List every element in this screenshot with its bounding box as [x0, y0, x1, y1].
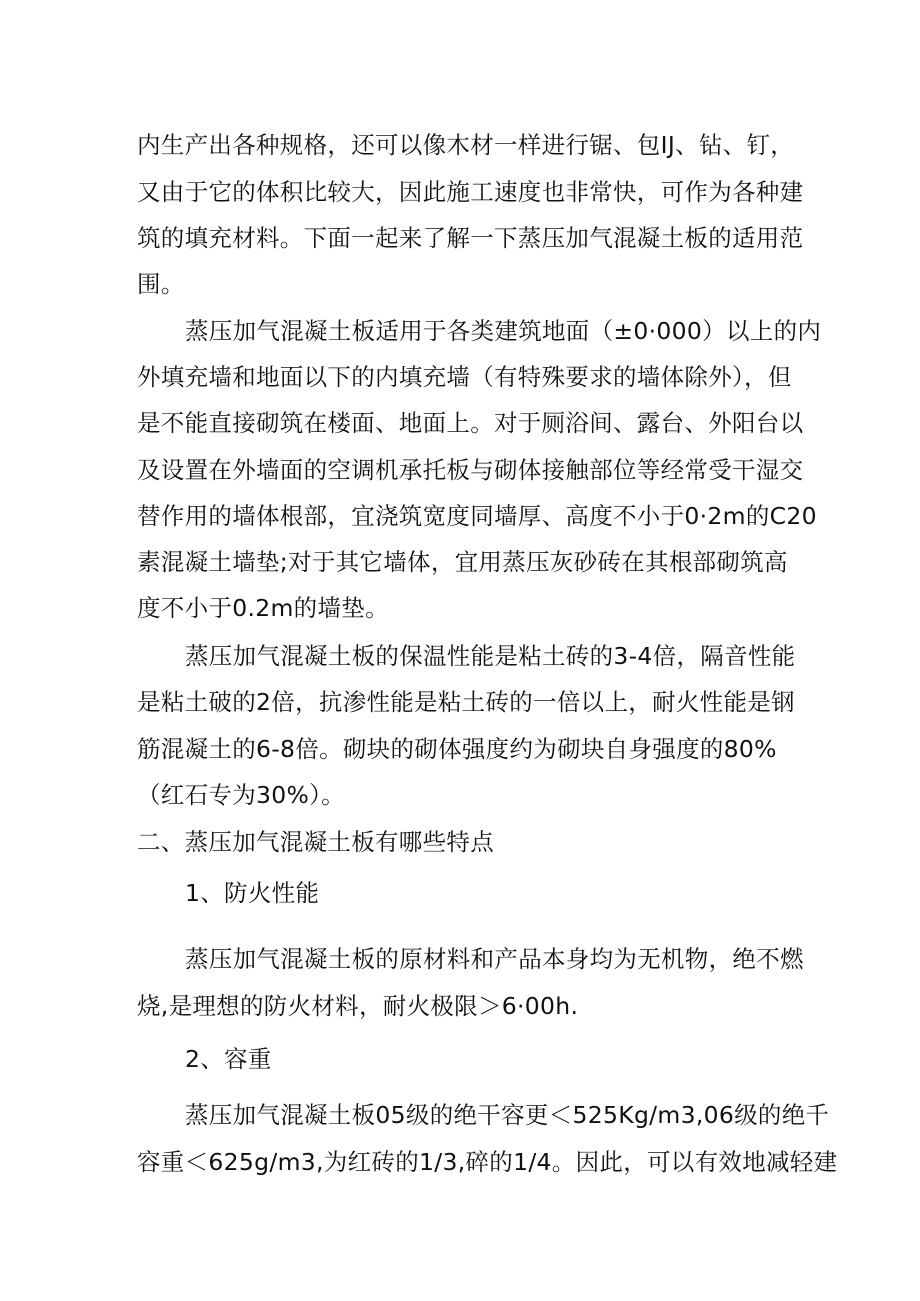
paragraph-2-line-1: 蒸压加气混凝土板适用于各类建筑地面（±0·000）以上的内 — [185, 317, 822, 345]
paragraph-3-line-2: 是粘土破的2倍，抗渗性能是粘土砖的一倍以上，耐火性能是钢 — [137, 688, 795, 716]
paragraph-1-line-4: 围。 — [137, 270, 185, 298]
paragraph-3-line-1: 蒸压加气混凝土板的保温性能是粘土砖的3-4倍，隔音性能 — [185, 642, 796, 670]
subsection-2-title: 2、容重 — [185, 1045, 272, 1073]
subsection-1-line-2: 烧,是理想的防火材料，耐火极限＞6·00h. — [137, 992, 579, 1020]
paragraph-2-line-6: 素混凝土墙垫;对于其它墙体，宜用蒸压灰砂砖在其根部砌筑高 — [137, 548, 788, 576]
paragraph-1-line-1: 内生产出各种规格，还可以像木材一样进行锯、包IJ、钻、钉， — [137, 131, 795, 159]
paragraph-1-line-3: 筑的填充材料。下面一起来了解一下蒸压加气混凝土板的适用范 — [137, 224, 804, 252]
section-heading: 二、蒸压加气混凝土板有哪些特点 — [137, 828, 494, 856]
paragraph-3-line-4: （红石专为30%）。 — [137, 781, 345, 809]
paragraph-2-line-4: 及设置在外墙面的空调机承托板与砌体接触部位等经常受干湿交 — [137, 456, 804, 484]
paragraph-2-line-7: 度不小于0.2m的墙垫。 — [137, 594, 389, 622]
paragraph-2-line-2: 外填充墙和地面以下的内填充墙（有特殊要求的墙体除外），但 — [137, 363, 792, 391]
subsection-2-line-1: 蒸压加气混凝土板05级的绝干容更＜525Kg∕m3,06级的绝千 — [185, 1101, 830, 1129]
subsection-1-line-1: 蒸压加气混凝土板的原材料和产品本身均为无机物，绝不燃 — [185, 945, 804, 973]
paragraph-1-line-2: 又由于它的体积比较大，因此施工速度也非常快，可作为各种建 — [137, 178, 804, 206]
paragraph-2-line-5: 替作用的墙体根部，宜浇筑宽度同墙厚、高度不小于0·2m的C20 — [137, 502, 817, 530]
subsection-1-title: 1、防火性能 — [185, 879, 320, 907]
paragraph-2-line-3: 是不能直接砌筑在楼面、地面上。对于厕浴间、露台、外阳台以 — [137, 409, 804, 437]
subsection-2-line-2: 容重＜625g∕m3,为红砖的1/3,碎的1/4。因此，可以有效地减轻建 — [137, 1148, 838, 1176]
paragraph-3-line-3: 筋混凝土的6-8倍。砌块的砌体强度约为砌块自身强度的80% — [137, 735, 777, 763]
